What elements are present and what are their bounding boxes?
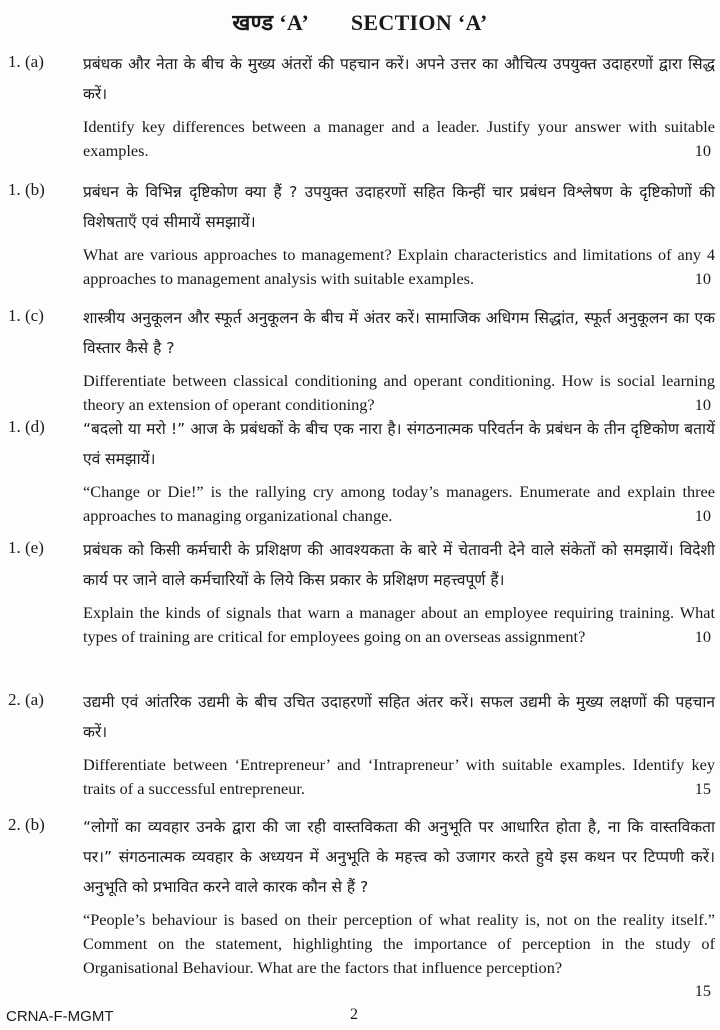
question-number: 1. (b) [8, 180, 45, 199]
english-text: Differentiate between classical conditioning and operant conditioning. How is social learning theory an extension of operant conditioning? [83, 371, 715, 414]
question-text-english: “People’s behaviour is based on their perception of what reality is, not on the reality itself.” Comment on the statement, highlighting the importance of perception in the study of Organisational Behaviour. What are the factors that influence perception? [83, 910, 715, 977]
question-text-hindi: “बदलो या मरो !” आज के प्रबंधकों के बीच एक नारा है। संगठनात्मक परिवर्तन के प्रबंधन के तीन दृष्टिकोण बतायें एवं समझायें। [83, 420, 715, 468]
page-number: 2 [350, 1006, 358, 1023]
question-number: 2. (b) [8, 815, 45, 834]
question-number: 2. (a) [8, 690, 44, 709]
question-number: 1. (e) [8, 538, 44, 557]
question-body [83, 414, 715, 528]
question-text-hindi: प्रबंधन के विभिन्न दृष्टिकोण क्या हैं ? उपयुक्त उदाहरणों सहित किन्हीं चार प्रबंधन विश्लेषण के दृष्टिकोणों की विशेषताएँ एवं सीमायें समझायें। [83, 183, 715, 231]
marks: 10 [694, 269, 711, 288]
question-text-english [83, 369, 715, 417]
marks: 10 [694, 506, 711, 525]
question-text-hindi: शास्त्रीय अनुकूलन और स्फूर्त अनुकूलन के बीच में अंतर करें। सामाजिक अधिगम सिद्धांत, स्फूर्त अनुकूलन का एक विस्तार कैसे है ? [83, 309, 715, 357]
question-body [83, 49, 715, 163]
question-body [83, 535, 715, 649]
english-text: Identify key differences between a manager and a leader. Justify your answer with suitable examples. [83, 117, 715, 160]
question-body [83, 177, 715, 291]
marks: 15 [694, 779, 711, 798]
section-heading-english: SECTION ‘A’ [350, 10, 488, 35]
question-number: 1. (c) [8, 306, 44, 325]
marks: 10 [694, 627, 711, 646]
english-text: “Change or Die!” is the rallying cry among today’s managers. Enumerate and explain three approaches to managing organizational change. [83, 482, 715, 525]
paper-code: CRNA-F-MGMT [6, 1008, 114, 1025]
english-text: Explain the kinds of signals that warn a manager about an employee requiring training. What types of training are critical for employees going on an overseas assignment? [83, 603, 715, 646]
question-text-english [83, 601, 715, 649]
question-body [83, 812, 715, 1002]
question-number: 1. (d) [8, 417, 45, 436]
question-text-english [83, 753, 715, 801]
marks: 10 [694, 395, 711, 414]
marks: 15 [694, 981, 711, 1000]
question-text-hindi: उद्यमी एवं आंतरिक उद्यमी के बीच उचित उदाहरणों सहित अंतर करें। सफल उद्यमी के मुख्य लक्षणों की पहचान करें। [83, 693, 715, 741]
question-text-hindi: प्रबंधक और नेता के बीच के मुख्य अंतरों की पहचान करें। अपने उत्तर का औचित्य उपयुक्त उदाहरणों द्वारा सिद्ध करें। [83, 55, 715, 103]
question-text-hindi: “लोगों का व्यवहार उनके द्वारा की जा रही वास्तविकता की अनुभूति पर आधारित होता है, ना कि वास्तविकता पर।” संगठनात्मक व्यवहार के अध्ययन में अनुभूति के महत्त्व को उजागर करते हुये इस कथन पर टिप्पणी करें। अनुभूति को प्रभावित करने वाले कारक कौन से हैं ? [83, 818, 715, 896]
marks: 10 [694, 141, 711, 160]
question-body [83, 687, 715, 801]
question-text-english [83, 243, 715, 291]
question-body [83, 303, 715, 417]
english-text: Differentiate between ‘Entrepreneur’ and ‘Intrapreneur’ with suitable examples. Identify key traits of a successful entrepreneur. [83, 755, 715, 798]
question-text-english [83, 480, 715, 528]
question-text-hindi: प्रबंधक को किसी कर्मचारी के प्रशिक्षण की आवश्यकता के बारे में चेतावनी देने वाले संकेतों को समझायें। विदेशी कार्य पर जाने वाले कर्मचारियों के लिये किस प्रकार के प्रशिक्षण महत्त्वपूर्ण हैं। [83, 541, 715, 589]
english-text: What are various approaches to management? Explain characteristics and limitations of any 4 approaches to management analysis with suitable examples. [83, 245, 715, 288]
section-heading [0, 7, 720, 37]
question-text-english [83, 115, 715, 163]
section-heading-hindi: खण्ड ‘A’ [232, 10, 310, 35]
question-number: 1. (a) [8, 52, 44, 71]
